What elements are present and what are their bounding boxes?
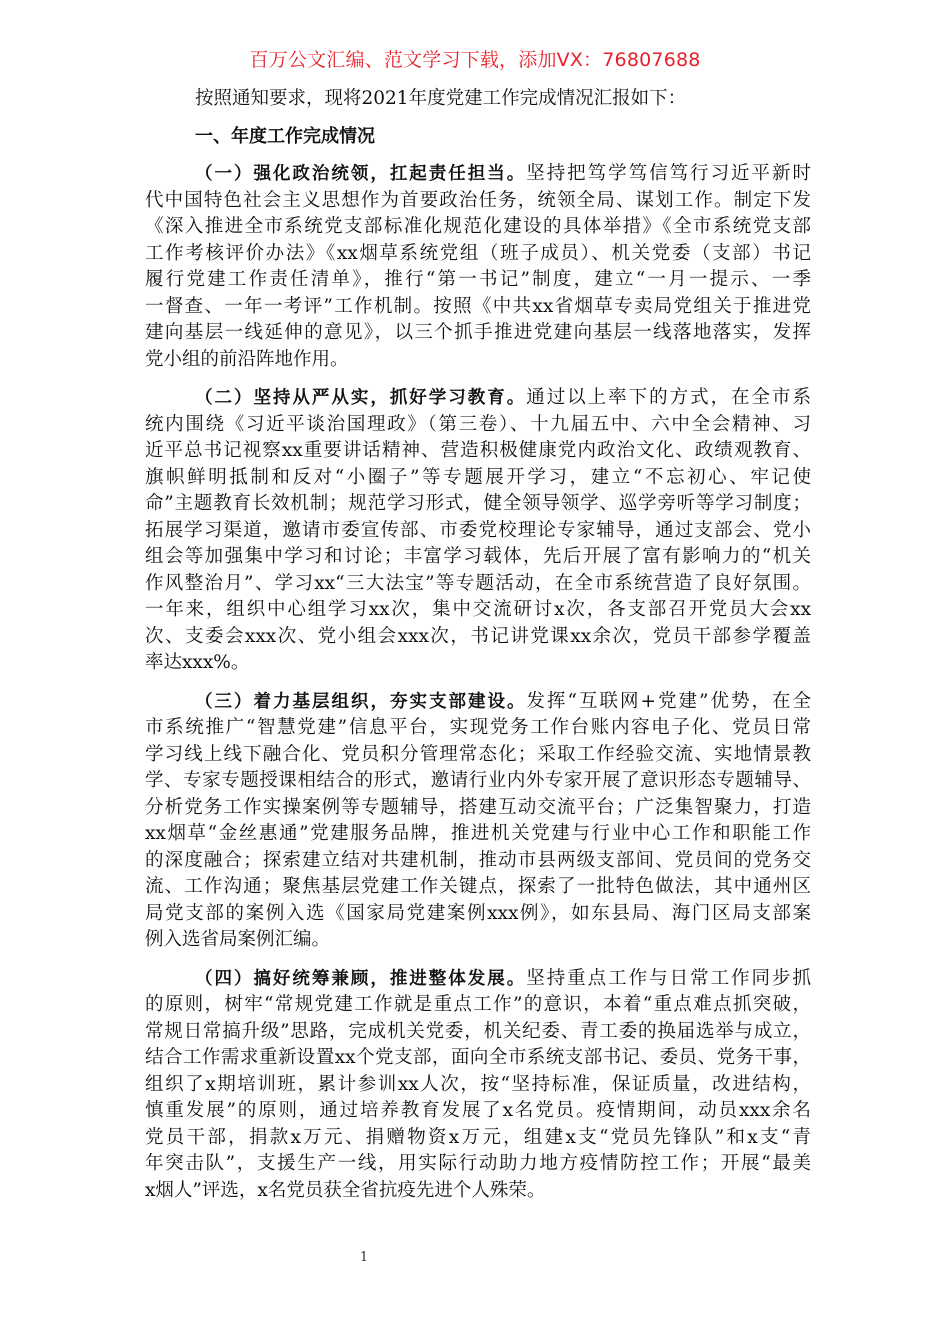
paragraph-list [145, 161, 811, 1204]
promo-banner: 百万公文汇编、范文学习下载，添加VX：76807688 [249, 49, 701, 71]
section-heading: 一、年度工作完成情况 [195, 125, 375, 147]
paragraph-line [145, 768, 811, 795]
line-text: 市系统推广“智慧党建”信息平台，实现党务工作台账内容电子化、党员日常 [145, 717, 811, 738]
line-text: 例入选省局案例汇编。 [145, 929, 331, 950]
paragraph-line [145, 795, 811, 822]
paragraph-line [145, 294, 811, 321]
paragraph-line [145, 1125, 811, 1152]
line-text: x烟人”评选，x名党员获全省抗疫先进个人殊荣。 [145, 1179, 546, 1201]
line-text: 的深度融合；探索建立结对共建机制，推动市县两级支部间、党员间的党务交 [145, 849, 811, 871]
paragraph-lead: （一）强化政治统领，扛起责任担当。 [195, 164, 527, 184]
paragraph-line [145, 1151, 811, 1178]
paragraph-line [145, 901, 811, 928]
line-text: 党员干部，捐款x万元、捐赠物资x万元，组建x支“党员先锋队”和x支“青 [145, 1126, 811, 1148]
line-text: 党小组的前沿阵地作用。 [145, 348, 349, 370]
line-text: 流、工作沟通；聚焦基层党建工作关键点，探索了一批特色做法，其中通州区 [145, 876, 811, 897]
paragraph-line [145, 320, 811, 347]
paragraph-line [145, 821, 811, 848]
line-text: 近平总书记视察xx重要讲话精神、营造积极健康党内政治文化、政绩观教育、 [145, 440, 811, 461]
line-text: 坚持把笃学笃信笃行习近平新时 [526, 163, 811, 184]
body-paragraph [145, 966, 811, 1205]
paragraph-line [145, 624, 811, 651]
paragraph-line [145, 1072, 811, 1099]
line-text: 统内围绕《习近平谈治国理政》（第三卷）、十九届五中、六中全会精神、习 [145, 413, 811, 435]
paragraph-lead: （三）着力基层组织，夯实支部建设。 [195, 691, 527, 712]
paragraph-line [145, 385, 811, 412]
paragraph-line [145, 874, 811, 901]
paragraph-line [145, 1098, 811, 1125]
line-text: 学、专家专题授课相结合的形式，邀请行业内外专家开展了意识形态专题辅导、 [145, 770, 811, 791]
paragraph-line [145, 267, 811, 294]
line-text: 代中国特色社会主义思想作为首要政治任务，统领全局、谋划工作。制定下发 [145, 189, 811, 211]
line-text: 发挥“互联网+党建”优势，在全 [526, 690, 811, 712]
line-text: 年突击队”，支援生产一线，用实际行动助力地方疫情防控工作；开展“最美 [145, 1153, 811, 1174]
line-text: 《深入推进全市系统党支部标准化规范化建设的具体举措》《全市系统党支部 [145, 216, 811, 237]
line-text: 次、支委会xxx次、党小组会xxx次，书记讲党课xx余次，党员干部参学覆盖 [145, 625, 811, 647]
paragraph-line [145, 544, 811, 571]
body-paragraph [145, 689, 811, 954]
paragraph-line [145, 848, 811, 875]
page-number: 1 [359, 1250, 369, 1265]
line-text: xx烟草“金丝惠通”党建服务品牌，推进机关党建与行业中心工作和职能工作 [145, 823, 811, 844]
paragraph-line [145, 966, 811, 993]
paragraph-line [145, 1019, 811, 1046]
paragraph-line [145, 241, 811, 268]
paragraph-line [145, 742, 811, 769]
paragraph-line [145, 571, 811, 598]
paragraph-line [145, 438, 811, 465]
paragraph-line [145, 992, 811, 1019]
paragraph-line [145, 1045, 811, 1072]
document-body [145, 86, 811, 1216]
line-text: 作风整治月”、学习xx“三大法宝”等专题活动，在全市系统营造了良好氛围。 [145, 572, 811, 594]
intro-paragraph: 按照通知要求，现将2021年度党建工作完成情况汇报如下： [195, 88, 687, 109]
paragraph-line [145, 214, 811, 241]
line-text: 组织了x期培训班，累计参训xx人次，按“坚持标准，保证质量，改进结构， [145, 1073, 811, 1095]
line-text: 通过以上率下的方式，在全市系 [526, 387, 811, 408]
paragraph-lead: （四）搞好统筹兼顾，推进整体发展。 [195, 968, 527, 989]
paragraph-line [145, 347, 811, 374]
paragraph-line [145, 188, 811, 215]
paragraph-line [145, 491, 811, 518]
line-text: 建向基层一线延伸的意见》，以三个抓手推进党建向基层一线落地落实，发挥 [145, 322, 811, 343]
paragraph-lead: （二）坚持从严从实，抓好学习教育。 [195, 388, 527, 408]
line-text: 慎重发展”的原则，通过培养教育发展了x名党员。疫情期间，动员xxx余名 [145, 1100, 811, 1121]
paragraph-line [145, 650, 811, 677]
line-text: 旗帜鲜明抵制和反对“小圈子”等专题展开学习，建立“不忘初心、牢记使 [145, 466, 811, 488]
body-paragraph [145, 385, 811, 677]
paragraph-line [145, 161, 811, 188]
paragraph-line [145, 1178, 811, 1205]
line-text: 拓展学习渠道，邀请市委宣传部、市委党校理论专家辅导，通过支部会、党小 [145, 519, 811, 541]
line-text: 学习线上线下融合化、党员积分管理常态化；采取工作经验交流、实地情景教 [145, 743, 811, 765]
paragraph-line [145, 412, 811, 439]
line-text: 组会等加强集中学习和讨论；丰富学习载体，先后开展了富有影响力的“机关 [145, 546, 811, 567]
paragraph-line [145, 465, 811, 492]
line-text: 结合工作需求重新设置xx个党支部，面向全市系统支部书记、委员、党务干事， [145, 1047, 811, 1068]
line-text: 的原则，树牢“常规党建工作就是重点工作”的意识，本着“重点难点抓突破， [145, 994, 811, 1015]
line-text: 工作考核评价办法》《xx烟草系统党组（班子成员）、机关党委（支部）书记 [145, 242, 811, 264]
line-text: 率达xxx%。 [145, 652, 250, 673]
paragraph-line [145, 927, 811, 954]
line-text: 局党支部的案例入选《国家局党建案例xxx例》，如东县局、海门区局支部案 [145, 902, 811, 924]
line-text: 命”主题教育长效机制；规范学习形式，健全领导领学、巡学旁听等学习制度； [145, 493, 811, 514]
line-text: 一年来，组织中心组学习xx次，集中交流研讨x次，各支部召开党员大会xx [145, 599, 811, 620]
paragraph-line [145, 715, 811, 742]
line-text: 常规日常搞升级”思路，完成机关党委，机关纪委、青工委的换届选举与成立， [145, 1020, 811, 1042]
paragraph-line [145, 597, 811, 624]
paragraph-line [145, 518, 811, 545]
line-text: 分析党务工作实操案例等专题辅导，搭建互动交流平台；广泛集智聚力，打造 [145, 796, 811, 818]
paragraph-line [145, 689, 811, 716]
line-text: 履行党建工作责任清单》，推行“第一书记”制度，建立“一月一提示、一季 [145, 269, 811, 290]
line-text: 一督查、一年一考评”工作机制。按照《中共xx省烟草专卖局党组关于推进党 [145, 295, 811, 317]
line-text: 坚持重点工作与日常工作同步抓 [526, 967, 811, 989]
body-paragraph [145, 161, 811, 373]
